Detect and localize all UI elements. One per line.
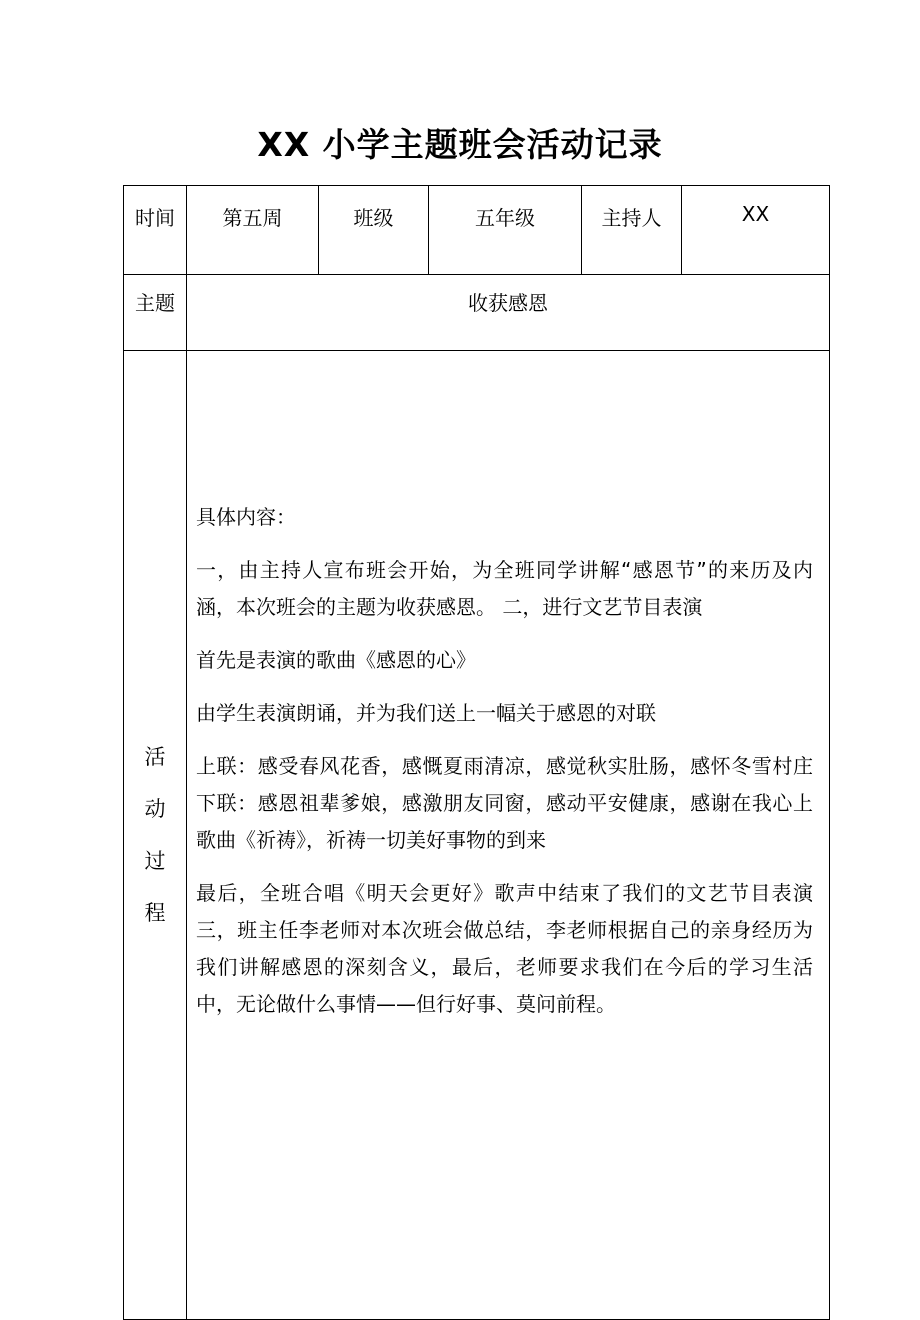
host-value: XX (682, 186, 830, 275)
process-paragraph: 首先是表演的歌曲《感恩的心》 (196, 648, 476, 672)
process-label-cell (124, 351, 187, 1320)
record-table (123, 185, 830, 1320)
process-content (187, 351, 830, 1320)
table-row-time (124, 186, 830, 275)
process-paragraph: 最后，全班合唱《明天会更好》歌声中结束了我们的文艺节目表演 三，班主任李老师对本次班会做总结，李老师根据自己的亲身经历为我们讲解感恩的深刻含义，最后，老师要求我们在今后的学习生活中，无论做什么事情——但行好事、莫问前程。 (196, 881, 813, 1016)
process-paragraph: 由学生表演朗诵，并为我们送上一幅关于感恩的对联 (196, 701, 656, 725)
host-label: 主持人 (582, 186, 682, 275)
table-row-process (124, 351, 830, 1320)
process-label: 活动过程 (144, 745, 166, 925)
time-label: 时间 (124, 186, 187, 275)
table-row-topic (124, 275, 830, 351)
topic-label: 主题 (124, 275, 187, 351)
page-title: XX 小学主题班会活动记录 (257, 125, 663, 164)
time-value: 第五周 (187, 186, 319, 275)
topic-value: 收获感恩 (187, 275, 830, 351)
class-value: 五年级 (429, 186, 582, 275)
process-paragraph: 具体内容： (196, 505, 296, 529)
class-label: 班级 (319, 186, 429, 275)
process-paragraph: 一，由主持人宣布班会开始，为全班同学讲解“感恩节”的来历及内涵，本次班会的主题为收获感恩。 二，进行文艺节目表演 (196, 558, 813, 619)
process-paragraph: 上联：感受春风花香，感慨夏雨清凉，感觉秋实肚肠，感怀冬雪村庄 下联：感恩祖辈爹娘，感激朋友同窗，感动平安健康，感谢在我心上 歌曲《祈祷》，祈祷一切美好事物的到来 (196, 754, 813, 852)
